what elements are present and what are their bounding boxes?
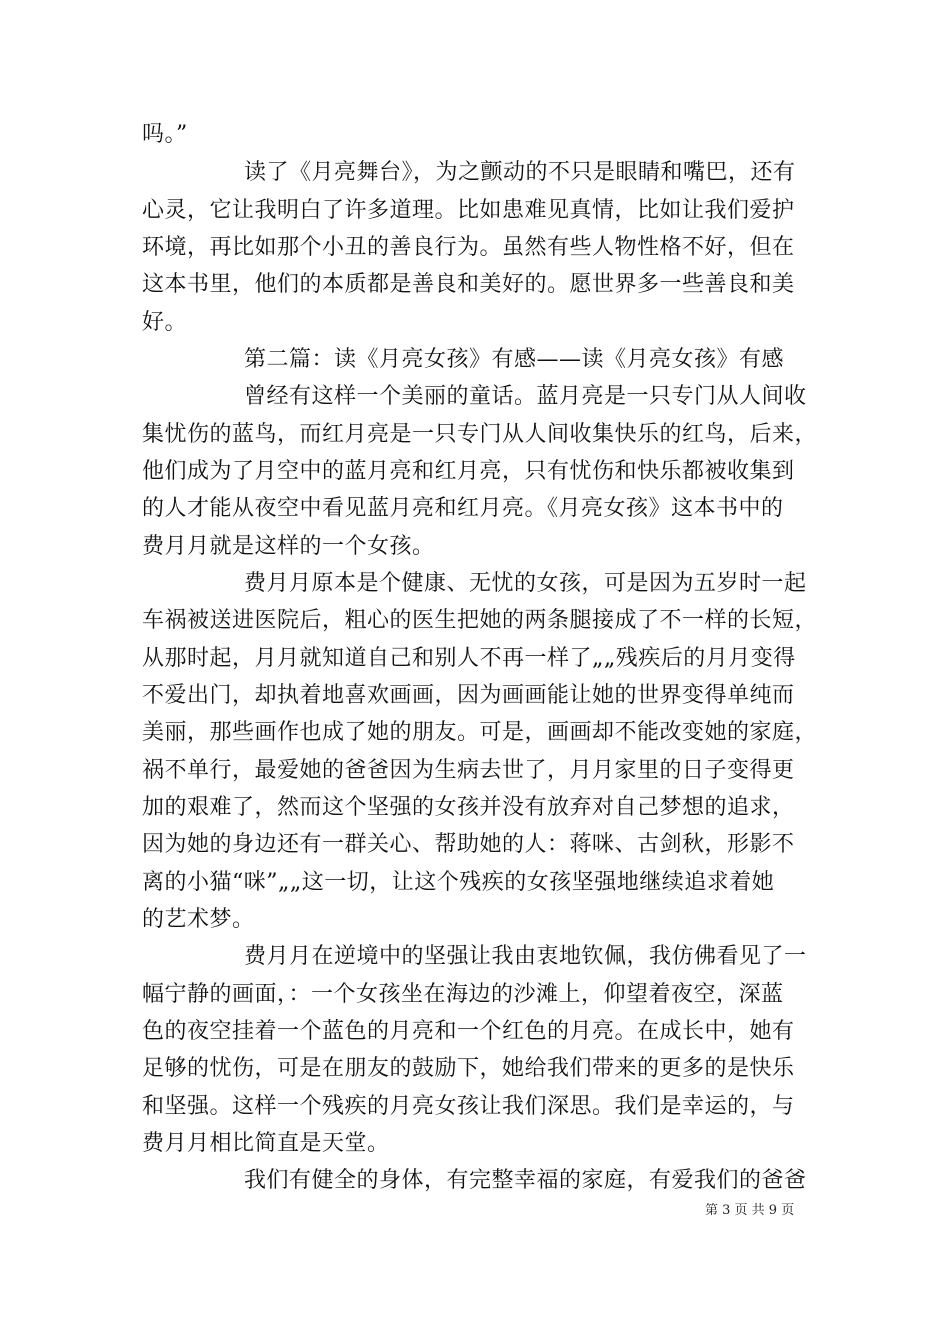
- text-line: 因为她的身边还有一群关心、帮助她的人：蒋咪、古剑秋，形影不: [142, 832, 795, 857]
- section-heading: 第二篇：读《月亮女孩》有感——读《月亮女孩》有感: [244, 347, 785, 372]
- text-line: 环境，再比如那个小丑的善良行为。虽然有些人物性格不好，但在: [142, 235, 795, 260]
- text-line: 从那时起，月月就知道自己和别人不再一样了„„残疾后的月月变得: [142, 646, 796, 671]
- text-line: 色的夜空挂着一个蓝色的月亮和一个红色的月亮。在成长中，她有: [142, 1019, 795, 1044]
- text-line: 祸不单行，最爱她的爸爸因为生病去世了，月月家里的日子变得更: [142, 758, 795, 783]
- text-line: 集忧伤的蓝鸟，而红月亮是一只专门从人间收集快乐的红鸟，后来，: [142, 422, 818, 447]
- text-line: 曾经有这样一个美丽的童话。蓝月亮是一只专门从人间收: [244, 384, 807, 409]
- text-line: 他们成为了月空中的蓝月亮和红月亮，只有忧伤和快乐都被收集到: [142, 459, 795, 484]
- text-line: 费月月就是这样的一个女孩。: [142, 534, 435, 559]
- text-line: 离的小猫“咪”„„这一切，让这个残疾的女孩坚强地继续追求着她: [142, 870, 775, 895]
- text-line: 的艺术梦。: [142, 907, 255, 932]
- text-line: 费月月在逆境中的坚强让我由衷地钦佩，我仿佛看见了一: [244, 944, 807, 969]
- text-line: 好。: [142, 310, 188, 335]
- text-line: 吗。”: [142, 122, 188, 147]
- text-line: 读了《月亮舞台》，为之颤动的不只是眼睛和嘴巴，还有: [244, 160, 796, 185]
- text-line: 美丽，那些画作也成了她的朋友。可是，画画却不能改变她的家庭，: [142, 720, 818, 745]
- text-line: 不爱出门，却执着地喜欢画画，因为画画能让她的世界变得单纯而: [142, 683, 795, 708]
- text-line: 费月月相比简直是天堂。: [142, 1131, 390, 1156]
- text-line: 费月月原本是个健康、无忧的女孩，可是因为五岁时一起: [244, 571, 807, 596]
- text-line: 足够的忧伤，可是在朋友的鼓励下，她给我们带来的更多的是快乐: [142, 1056, 795, 1081]
- text-line: 我们有健全的身体，有完整幸福的家庭，有爱我们的爸爸: [244, 1168, 807, 1193]
- text-line: 的人才能从夜空中看见蓝月亮和红月亮。《月亮女孩》这本书中的: [142, 496, 784, 521]
- text-line: 心灵，它让我明白了许多道理。比如患难见真情，比如让我们爱护: [142, 198, 795, 223]
- text-line: 车祸被送进医院后，粗心的医生把她的两条腿接成了不一样的长短，: [142, 608, 818, 633]
- text-line: 幅宁静的画面，：一个女孩坐在海边的沙滩上，仰望着夜空，深蓝: [142, 982, 784, 1007]
- text-line: 这本书里，他们的本质都是善良和美好的。愿世界多一些善良和美: [142, 272, 795, 297]
- text-line: 和坚强。这样一个残疾的月亮女孩让我们深思。我们是幸运的，与: [142, 1094, 795, 1119]
- text-line: 加的艰难了，然而这个坚强的女孩并没有放弃对自己梦想的追求，: [142, 795, 795, 820]
- page-number-footer: 第 3 页 共 9 页: [705, 1203, 795, 1218]
